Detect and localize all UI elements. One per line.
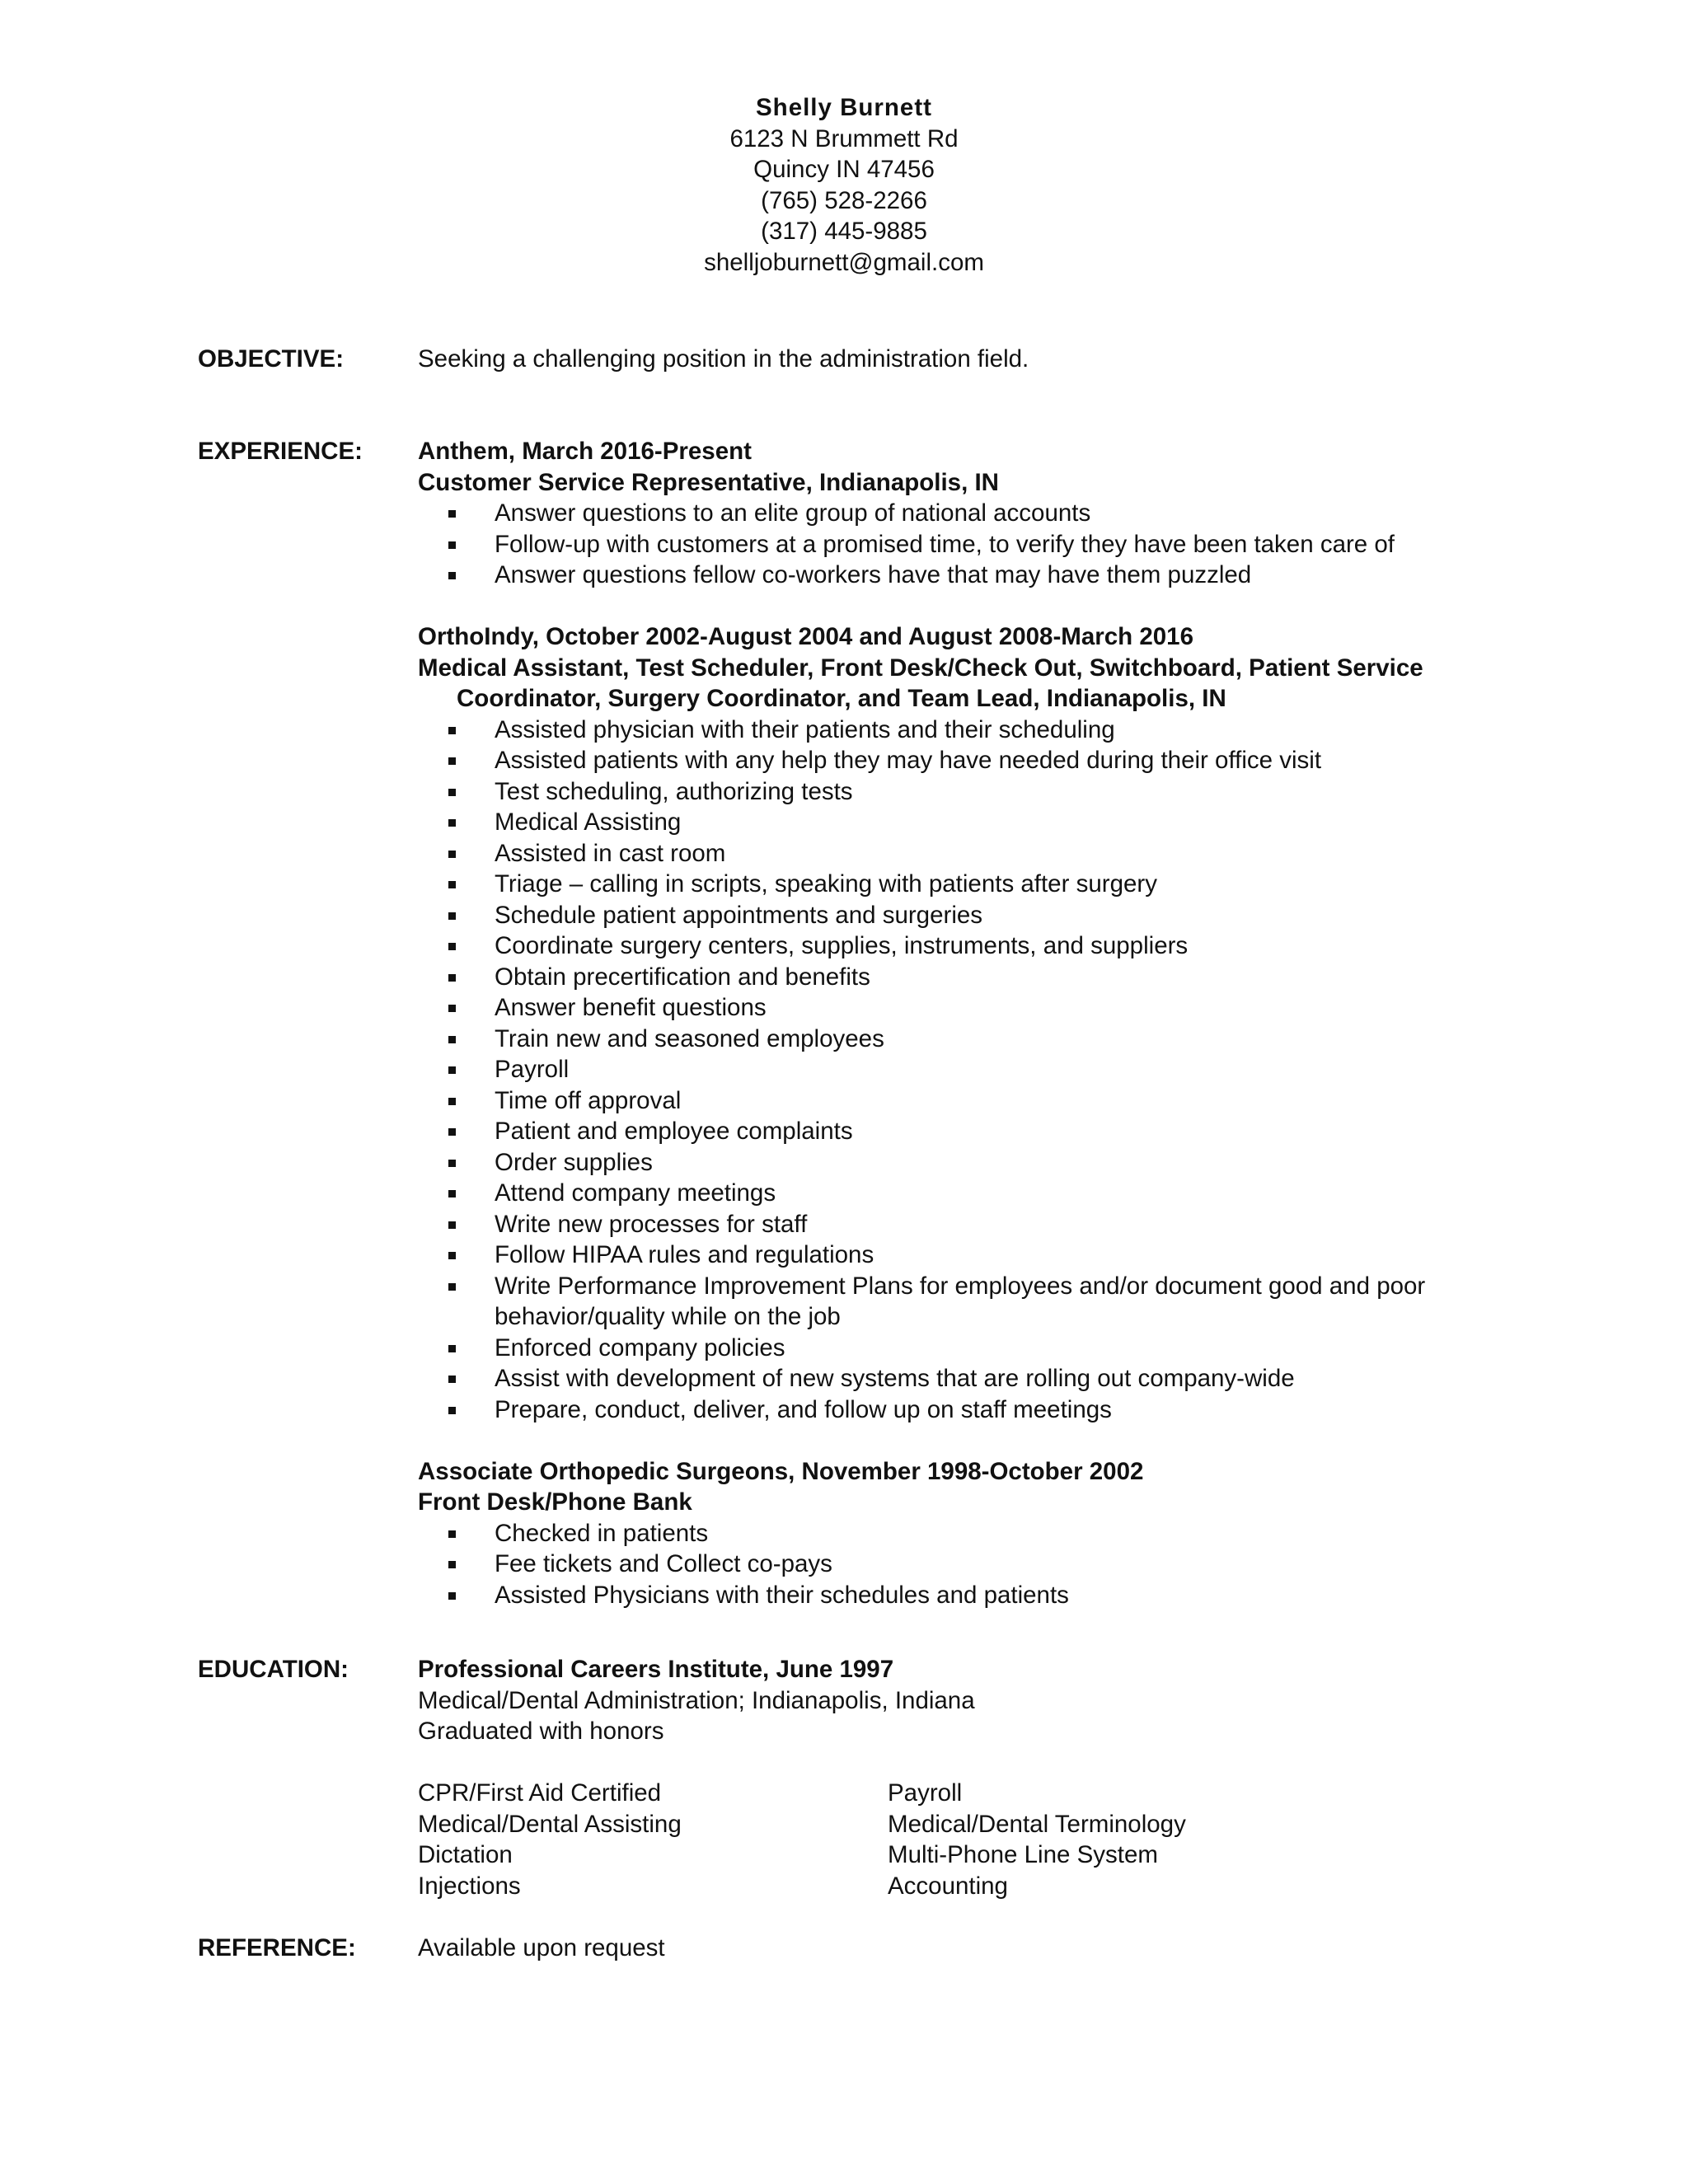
duty-text: Triage – calling in scripts, speaking with patients after surgery: [495, 870, 1157, 898]
job-duties-list: [418, 715, 1489, 1426]
list-item: [418, 838, 1489, 869]
skill-item: Accounting: [888, 1872, 1008, 1900]
duty-text: Enforced company policies: [495, 1333, 785, 1361]
list-item: [418, 1518, 1489, 1549]
square-bullet-icon: [448, 727, 456, 734]
duty-text: Assisted patients with any help they may have needed during their office visit: [495, 747, 1322, 774]
objective-label: OBJECTIVE:: [198, 345, 345, 373]
square-bullet-icon: [448, 1036, 456, 1043]
square-bullet-icon: [448, 819, 456, 827]
square-bullet-icon: [448, 1376, 456, 1383]
duty-text: Assisted Physicians with their schedules and patients: [495, 1581, 1069, 1609]
list-item: [418, 1240, 1489, 1271]
objective-section: [418, 344, 1489, 375]
skill-item: Injections: [418, 1872, 521, 1900]
list-item: [418, 962, 1489, 993]
job-title: Front Desk/Phone Bank: [418, 1488, 692, 1516]
email-address: shelljoburnett@gmail.com: [704, 248, 984, 276]
square-bullet-icon: [448, 757, 456, 765]
duty-text: Follow-up with customers at a promised time, to verify they have been taken care of: [495, 530, 1395, 558]
list-item: [418, 1116, 1489, 1147]
square-bullet-icon: [448, 1530, 456, 1538]
list-item: [418, 1549, 1489, 1580]
duty-text: Assisted in cast room: [495, 839, 726, 867]
list-item: [418, 930, 1489, 962]
list-item: [418, 1363, 1489, 1394]
list-item: [418, 1209, 1489, 1240]
square-bullet-icon: [448, 1128, 456, 1136]
skill-item: Medical/Dental Terminology: [888, 1810, 1186, 1838]
square-bullet-icon: [448, 541, 456, 549]
skills-grid: [418, 1778, 1489, 1901]
skill-item: Payroll: [888, 1779, 963, 1807]
duty-text: Answer benefit questions: [495, 994, 767, 1021]
square-bullet-icon: [448, 510, 456, 518]
square-bullet-icon: [448, 851, 456, 858]
job-entry: [418, 436, 1489, 591]
reference-section: [418, 1933, 1489, 1964]
duty-text: Order supplies: [495, 1148, 653, 1176]
duty-text: Assist with development of new systems that are rolling out company-wide: [495, 1365, 1295, 1392]
job-entry: [418, 621, 1489, 1425]
duty-text: Answer questions fellow co-workers have that may have them puzzled: [495, 561, 1252, 588]
square-bullet-icon: [448, 1283, 456, 1291]
duty-text: Write new processes for staff: [495, 1210, 808, 1238]
list-item: [418, 1147, 1489, 1179]
duty-text: Obtain precertification and benefits: [495, 963, 870, 991]
square-bullet-icon: [448, 1592, 456, 1600]
square-bullet-icon: [448, 1190, 456, 1197]
square-bullet-icon: [448, 912, 456, 920]
skill-item: Dictation: [418, 1841, 513, 1868]
square-bullet-icon: [448, 1066, 456, 1074]
list-item: [418, 745, 1489, 776]
duty-text: Time off approval: [495, 1086, 682, 1114]
duty-text: Schedule patient appointments and surgeries: [495, 901, 983, 929]
square-bullet-icon: [448, 1252, 456, 1259]
list-item: [418, 529, 1489, 560]
list-item: [418, 1024, 1489, 1055]
list-item: [418, 992, 1489, 1024]
duty-text: Prepare, conduct, deliver, and follow up on staff meetings: [495, 1395, 1112, 1423]
square-bullet-icon: [448, 974, 456, 982]
duty-text: Attend company meetings: [495, 1179, 776, 1207]
objective-text: Seeking a challenging position in the administration field.: [418, 345, 1029, 373]
job-title: Customer Service Representative, Indianapolis, IN: [418, 468, 999, 496]
list-item: [418, 560, 1489, 591]
list-item: [418, 1085, 1489, 1117]
duty-text: Checked in patients: [495, 1519, 709, 1547]
duty-text: Answer questions to an elite group of national accounts: [495, 499, 1091, 527]
list-item: [418, 776, 1489, 808]
duty-text: Coordinate surgery centers, supplies, instruments, and suppliers: [495, 932, 1189, 959]
job-entry: [418, 1456, 1489, 1611]
experience-section: [418, 436, 1489, 1610]
phone-primary: (765) 528-2266: [761, 186, 927, 214]
address-line-2: Quincy IN 47456: [753, 156, 935, 183]
list-item: [418, 1580, 1489, 1611]
job-employer: OrthoIndy, October 2002-August 2004 and August 2008-March 2016: [418, 623, 1193, 650]
duty-text: Fee tickets and Collect co-pays: [495, 1550, 832, 1577]
school-name: Professional Careers Institute, June 1997: [418, 1656, 894, 1683]
education-label: EDUCATION:: [198, 1656, 349, 1683]
square-bullet-icon: [448, 572, 456, 579]
list-item: [418, 869, 1489, 900]
duty-text: Follow HIPAA rules and regulations: [495, 1241, 874, 1268]
job-duties-list: [418, 1518, 1489, 1611]
applicant-name: Shelly Burnett: [756, 94, 932, 121]
square-bullet-icon: [448, 881, 456, 888]
duty-text: Medical Assisting: [495, 808, 682, 836]
education-section: [418, 1654, 1489, 1901]
list-item: [418, 807, 1489, 838]
duty-text: Assisted physician with their patients and their scheduling: [495, 715, 1115, 743]
skill-item: CPR/First Aid Certified: [418, 1779, 662, 1807]
square-bullet-icon: [448, 1561, 456, 1568]
experience-label: EXPERIENCE:: [198, 438, 363, 465]
skill-item: Multi-Phone Line System: [888, 1841, 1158, 1868]
job-employer: Anthem, March 2016-Present: [418, 438, 752, 465]
duty-text: Patient and employee complaints: [495, 1118, 853, 1145]
reference-label: REFERENCE:: [198, 1934, 356, 1961]
square-bullet-icon: [448, 943, 456, 950]
list-item: [418, 1333, 1489, 1364]
job-duties-list: [418, 498, 1489, 591]
list-item: [418, 900, 1489, 931]
job-title: Medical Assistant, Test Scheduler, Front Desk/Check Out, Switchboard, Patient Service: [418, 654, 1423, 682]
square-bullet-icon: [448, 789, 456, 796]
job-title-continued: Coordinator, Surgery Coordinator, and Team Lead, Indianapolis, IN: [457, 685, 1226, 712]
reference-text: Available upon request: [418, 1934, 665, 1961]
address-line-1: 6123 N Brummett Rd: [729, 124, 959, 152]
list-item: [418, 715, 1489, 746]
list-item: [418, 498, 1489, 529]
square-bullet-icon: [448, 1345, 456, 1352]
list-item: [418, 1178, 1489, 1209]
list-item: [418, 1394, 1489, 1426]
duty-text: Payroll: [495, 1056, 570, 1083]
square-bullet-icon: [448, 1407, 456, 1414]
program-name: Medical/Dental Administration; Indianapolis, Indiana: [418, 1686, 975, 1714]
list-item: [418, 1271, 1489, 1333]
list-item: [418, 1054, 1489, 1085]
square-bullet-icon: [448, 1098, 456, 1105]
square-bullet-icon: [448, 1005, 456, 1012]
honors-text: Graduated with honors: [418, 1718, 664, 1745]
phone-secondary: (317) 445-9885: [761, 218, 927, 245]
job-employer: Associate Orthopedic Surgeons, November 1998-October 2002: [418, 1457, 1144, 1485]
duty-text: Write Performance Improvement Plans for employees and/or document good and poor behavior/quality while on the job: [495, 1272, 1426, 1330]
contact-header: [0, 92, 1688, 278]
skill-item: Medical/Dental Assisting: [418, 1810, 682, 1838]
duty-text: Train new and seasoned employees: [495, 1024, 884, 1052]
duty-text: Test scheduling, authorizing tests: [495, 777, 853, 805]
square-bullet-icon: [448, 1221, 456, 1229]
square-bullet-icon: [448, 1160, 456, 1167]
